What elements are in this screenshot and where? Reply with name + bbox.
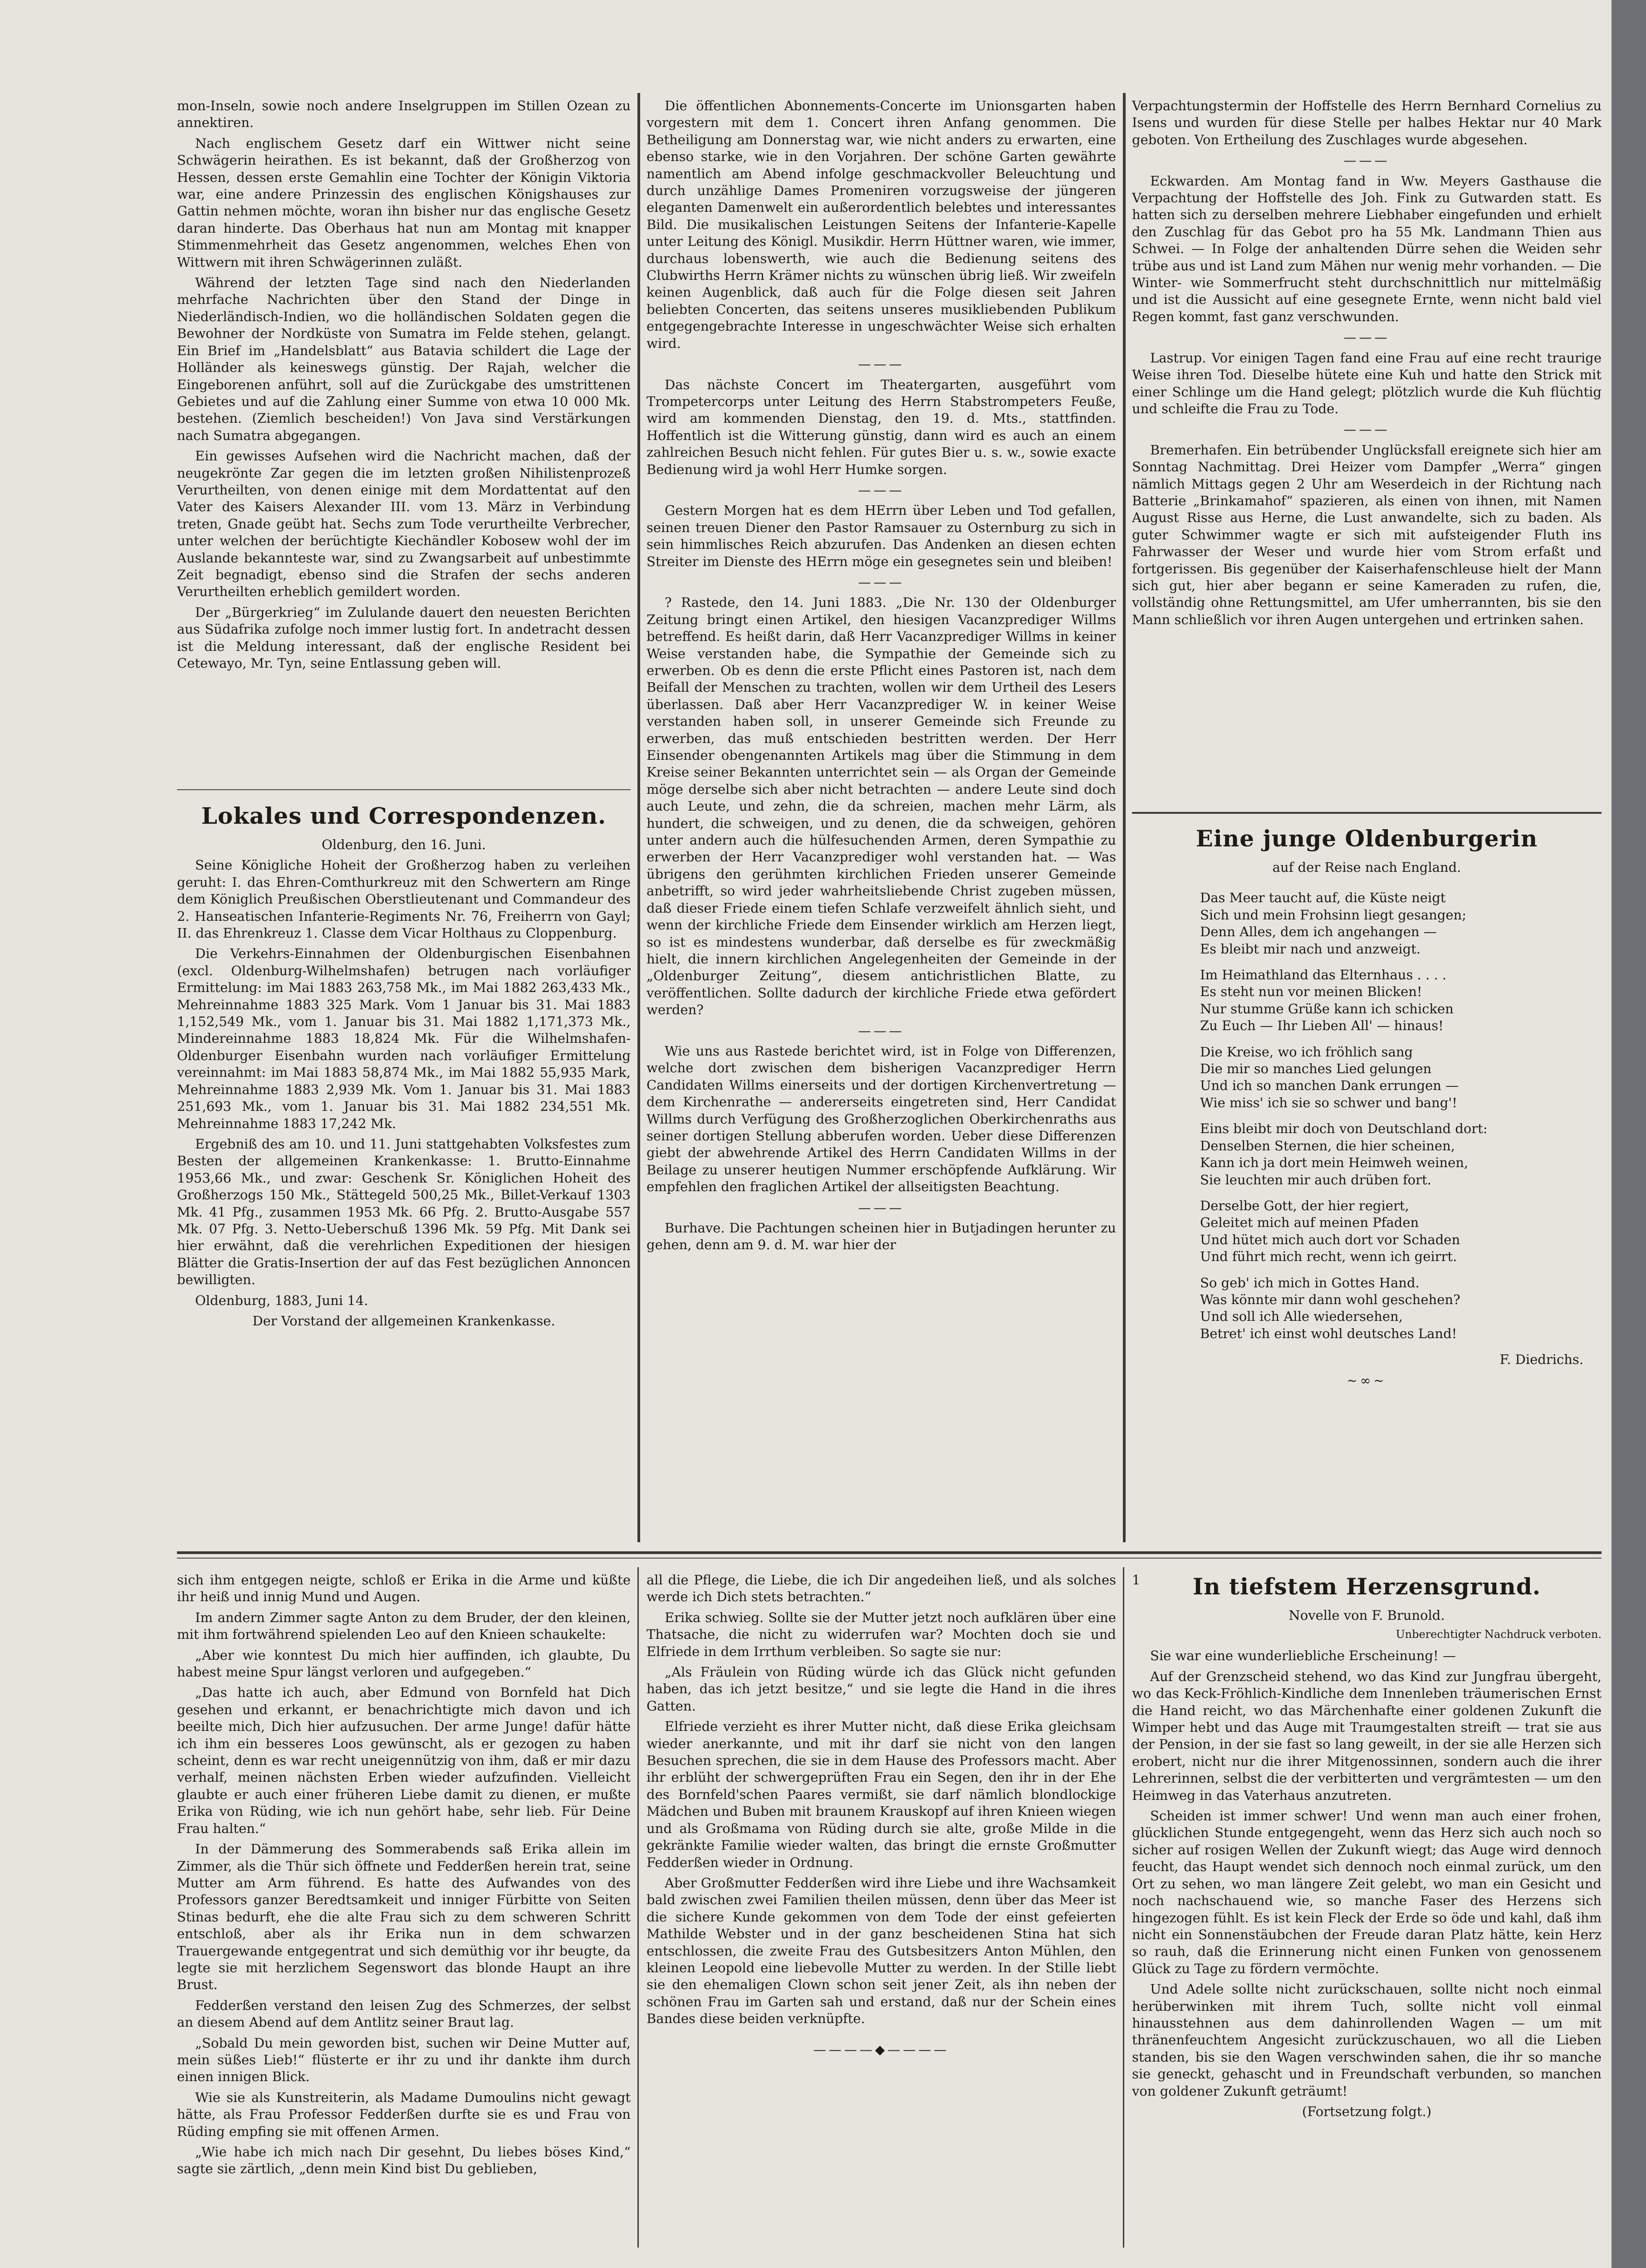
stanza (1200, 967, 1602, 1035)
column-3 (1132, 98, 1602, 803)
separator: ——— (858, 1200, 905, 1215)
text-paragraph: Eckwarden. Am Montag fand in Ww. Meyers Gasthause die Verpachtung der Hoffstelle des Joh. Fink zu Gutwarden statt. Es hatten sich zu derselben mehrere Liebhaber eingefunden und erhielt den Zuschlag für das Gebot pro ha 55 Mk. Landmann Thien aus Schwei. — In Folge der anhaltenden Dürre sehen die Weiden sehr trübe aus und ist Land zum Mähen nur wenig mehr vorhanden. — Die Winter- wie Sommerfrucht steht durchschnittlich nur mittelmäßig und ist die Aussicht auf eine gesegnete Ernte, wenn nicht bald viel Regen kommt, fast ganz verschwunden. (1132, 173, 1602, 324)
separator: ——— (1343, 330, 1390, 345)
column-rule-4 (1123, 1567, 1124, 2248)
continuation-note: (Fortsetzung folgt.) (1302, 2103, 1432, 2119)
lokales-section (177, 798, 631, 1524)
separator: ——— (858, 1023, 905, 1038)
text-paragraph: all die Pflege, die Liebe, die ich Dir angedeihen ließ, und als solches werde ich Dich stets betrachten.“ (647, 1572, 1116, 1605)
text-paragraph: Lastrup. Vor einigen Tagen fand eine Frau auf eine recht traurige Weise ihren Tod. Dieselbe hütete eine Kuh und hatte den Strick mit einer Schlinge um die Hand gelegt; plötzlich wurde die Kuh flüchtig und schleifte die Frau zu Tode. (1132, 350, 1602, 416)
text-paragraph: Sie war eine wunderliebliche Erscheinung! — (1150, 1648, 1456, 1664)
verse-line: Das Meer taucht auf, die Küste neigt (1200, 890, 1446, 906)
stanza (1200, 1198, 1602, 1266)
poem (1132, 821, 1602, 1529)
verse-line: Denselben Sternen, die hier scheinen, (1200, 1138, 1455, 1154)
text-paragraph: Ein gewisses Aufsehen wird die Nachricht machen, daß der neugekrönte Zar gegen die im letzten großen Nihilistenprozeß Verurtheilten, von denen einige mit dem Mordattentat auf den Vater des Kaisers Alexander III. vom 13. März in Verbindung treten, Gnade geübt hat. Sechs zum Tode verurtheilte Verbrecher, unter welchen der berüchtigte Kiechändler Kobosew wohl der im Auslande bekannteste war, sind zu Zwangsarbeit auf unbestimmte Zeit begnadigt, ebenso sind die Strafen der sechs anderen Verurtheilten erheblich gemildert worden. (177, 448, 631, 600)
poem-body (1132, 890, 1602, 1342)
text-paragraph: Ergebniß des am 10. und 11. Juni stattgehabten Volksfestes zum Besten der allgemeinen Krankenkasse: 1. Brutto-Einnahme 1953,66 Mk., und zwar: Geschenk Sr. Königlichen Hoheit des Großherzogs 150 Mk., Stättegeld 500,25 Mk., Billet-Verkauf 1303 Mk. 41 Pfg., zusammen 1953 Mk. 66 Pfg. 2. Brutto-Ausgabe 557 Mk. 07 Pfg. 3. Netto-Ueberschuß 1396 Mk. 59 Pfg. Mit Dank sei hier erwähnt, daß die verehrlichen Expeditionen der hiesigen Blätter die Gratis-Insertion der auf das Fest bezüglichen Annoncen bewilligten. (177, 1136, 631, 1288)
column-rule-2 (1123, 93, 1126, 1542)
verse-line: Eins bleibt mir doch von Deutschland dort: (1200, 1121, 1488, 1137)
dateline: Oldenburg, den 16. Juni. (322, 837, 486, 852)
text-paragraph: „Als Fräulein von Rüding würde ich das Glück nicht gefunden haben, das ich jetzt besitze,“ und sie legte die Hand in die ihres Gatten. (647, 1664, 1116, 1714)
poem-author: F. Diedrichs. (1499, 1352, 1583, 1368)
novel-column-3 (1132, 1572, 1602, 2252)
verse-line: Geleitet mich auf meinen Pfaden (1200, 1215, 1419, 1231)
novel-author: Novelle von F. Brunold. (1288, 1608, 1445, 1623)
poem-title: Eine junge Oldenburgerin (1195, 825, 1538, 852)
column-rule-3 (637, 1567, 639, 2248)
verse-line: Und soll ich Alle wiedersehen, (1200, 1309, 1403, 1325)
separator: ——— (858, 574, 905, 590)
verse-line: So geb' ich mich in Gottes Hand. (1200, 1275, 1420, 1290)
text-paragraph: Verpachtungstermin der Hoffstelle des Herrn Bernhard Cornelius zu Isens und wurden für diese Stelle per halbes Hektar nur 40 Mark geboten. Von Ertheilung des Zuschlages wurde abgesehen. (1132, 98, 1602, 147)
text-paragraph: „Wie habe ich mich nach Dir gesehnt, Du liebes böses Kind,“ sagte sie zärtlich, „denn mein Kind bist Du geblieben, (177, 2144, 631, 2177)
verse-line: Nur stumme Grüße kann ich schicken (1200, 1001, 1454, 1017)
text-paragraph: Fedderßen verstand den leisen Zug des Schmerzes, der selbst an diesem Abend auf dem Antlitz seiner Braut lag. (177, 1997, 631, 2030)
poem-subtitle: auf der Reise nach England. (1272, 860, 1461, 875)
text-paragraph: Die öffentlichen Abonnements-Concerte im Unionsgarten haben vorgestern mit dem 1. Concert ihren Anfang genommen. Die Betheiligung am Donnerstag war, wie nicht anders zu erwarten, eine ebenso starke, wie in den Vorjahren. Der schöne Garten gewährte namentlich am Abend infolge geschmackvoller Beleuchtung und durch unzählige Dames Promeniren vorzugsweise der jüngeren eleganten Damenwelt ein außerordentlich belebtes und interessantes Bild. Die musikalischen Leistungen Seitens der Infanterie-Kapelle unter Leitung des Königl. Musikdir. Herrn Hüttner waren, wie immer, durchaus lobenswerth, wie auch die Bedienung seitens des Clubwirths Herrn Krämer nichts zu wünschen übrig ließ. Wir zweifeln keinen Augenblick, daß auch für die Folge diesen seit Jahren beliebten Concerten, das seitens unseres musikliebenden Publikum entgegengebrachte Interesse in ungeschwächter Weise sich erhalten wird. (647, 98, 1116, 351)
verse-line: Die mir so manches Lied gelungen (1200, 1061, 1432, 1077)
verse-line: Es bleibt mir nach und anzweigt. (1200, 941, 1421, 957)
text-paragraph: Scheiden ist immer schwer! Und wenn man auch einer frohen, glücklichen Stunde entgegengeht, wenn das Herz sich auch noch so sicher auf rosigen Wellen der Zukunft wiegt; das Auge wird dennoch feucht, das Haupt wendet sich dennoch noch einmal zurück, um den Ort zu sehen, wo man längere Zeit gelebt, wo man ein Gesicht und noch nachschauend wie, so manche Faser des Herzens sich hingezogen fühlt. Es ist kein Fleck der Erde so öde und kahl, daß ihm nicht ein Sonnenstäubchen der Freude daran Platz hätte, kein Herz so rauh, daß die Erinnerung nicht einen Funken von genossenem Glück zu Tage zu fördern vermöchte. (1132, 1808, 1602, 1976)
novel-title: In tiefstem Herzensgrund. (1192, 1573, 1541, 1600)
verse-line: Derselbe Gott, der hier regiert, (1200, 1198, 1409, 1213)
novel-column-1 (177, 1572, 631, 2252)
text-paragraph: Wie sie als Kunstreiterin, als Madame Dumoulins nicht gewagt hätte, als Frau Professor Fedderßen durfte sie es und Frau von Rüding empfing sie mit offenen Armen. (177, 2089, 631, 2139)
verse-line: Betret' ich einst wohl deutsches Land! (1200, 1325, 1457, 1341)
stanza (1200, 1275, 1602, 1343)
text-paragraph: Seine Königliche Hoheit der Großherzog haben zu verleihen geruht: I. das Ehren-Comthurkreuz mit den Schwertern am Ringe dem Königlich Preußischen Oberstlieutenant und Commandeur des 2. Hanseatischen Infanterie-Regiments Nr. 76, Freiherrn von Gayl; II. das Ehrenkreuz 1. Classe dem Vicar Holthaus zu Cloppenburg. (177, 857, 631, 941)
section-title: Lokales und Correspondenzen. (201, 802, 607, 829)
text-paragraph: Aber Großmutter Fedderßen wird ihre Liebe und ihre Wachsamkeit bald zwischen zwei Familien theilen müssen, denn über das Meer ist die sichere Kunde gekommen von dem Tode der einst gefeierten Mathilde Webster und in der ganz bescheidenen Stina hat sich entschlossen, die zweite Frau des Gutsbesitzers Anton Mühlen, den kleinen Leopold eine liebevolle Mutter zu werden. In der Stille liebt sie den ehemaligen Clown schon seit jener Zeit, als ihn neben der schönen Frau im Garten sah und erstand, daß nur der Schein eines Bandes diese beiden verknüpfte. (647, 1875, 1116, 2027)
verse-line: Und hütet mich auch dort vor Schaden (1200, 1232, 1460, 1247)
verse-line: Sich und mein Frohsinn liegt gesangen; (1200, 907, 1466, 923)
verse-line: Und führt mich recht, wenn ich geirrt. (1200, 1249, 1457, 1265)
text-paragraph: Wie uns aus Rastede berichtet wird, ist in Folge von Differenzen, welche dort zwischen dem bisherigen Vacanzprediger Herrn Candidaten Willms einerseits und der dortigen Kirchenvertretung — dem Kirchenrathe — andererseits eingetreten sind, Herr Candidat Willms durch Verfügung des Großherzoglichen Oberkirchenraths aus seiner dortigen Stellung abberufen worden. Ueber diese Differenzen giebt der abwehrende Artikel des Herrn Candidaten Willms in der Beilage zu unserer heutigen Nummer erschöpfende Aufklärung. Wir empfehlen den fraglichen Artikel der allseitigsten Beachtung. (647, 1043, 1116, 1195)
separator: ——— (1343, 422, 1390, 437)
installment-number: 1 (1132, 1572, 1141, 1588)
text-paragraph: Nach englischem Gesetz darf ein Wittwer nicht seine Schwägerin heirathen. Es ist bekannt, daß der Großherzog von Hessen, dessen erste Gemahlin eine Tochter der Königin Viktoria war, eine andere Prinzessin des englischen Königshauses zur Gattin nehmen möchte, woran ihn bisher nur das englische Gesetz daran hinderte. Das Oberhaus hat nun am Montag mit knapper Stimmenmehrheit das Gesetz angenommen, welches Ehen von Wittwern mit ihren Schwägerinnen zuläßt. (177, 135, 631, 270)
stanza (1200, 890, 1602, 958)
verse-line: Und ich so manchen Dank errungen — (1200, 1078, 1459, 1094)
ornament: ~∞~ (1347, 1373, 1387, 1388)
text-paragraph: mon-Inseln, sowie noch andere Inselgruppen im Stillen Ozean zu annektiren. (177, 98, 631, 131)
stanza (1200, 1044, 1602, 1112)
verse-line: Es steht nun vor meinen Blicken! (1200, 984, 1422, 1000)
novel-column-2 (647, 1572, 1116, 2252)
section-divider (177, 789, 631, 790)
separator: ——— (858, 482, 905, 498)
feuilleton-rule (177, 1551, 1602, 1554)
text-paragraph: sich ihm entgegen neigte, schloß er Erika in die Arme und küßte ihr heiß und innig Mund und Augen. (177, 1572, 631, 1605)
signature: Der Vorstand der allgemeinen Krankenkasse. (252, 1313, 555, 1329)
text-paragraph: Burhave. Die Pachtungen scheinen hier in Butjadingen herunter zu gehen, denn am 9. d. M. war hier der (647, 1220, 1116, 1253)
text-paragraph: Auf der Grenzscheid stehend, wo das Kind zur Jungfrau übergeht, wo das Keck-Fröhlich-Kindliche dem Innenleben träumerischen Ernst die Hand reicht, wo das Märchenhafte einer goldenen Zukunft die Wimper hebt und das Auge mit Traumgestalten streift — trat sie aus der Pension, in der sie fast so lang geweilt, in der sie alle Herzen sich erobert, nicht nur die ihrer Mitgenossinnen, sondern auch die ihrer Lehrerinnen, selbst die der verbitterten und vergrämtesten — um den Heimweg in das Vaterhaus anzutreten. (1132, 1668, 1602, 1803)
text-paragraph: „Das hatte ich auch, aber Edmund von Bornfeld hat Dich gesehen und erkannt, er benachrichtigte mich davon und ich beeilte mich, Dich hier aufzusuchen. Der arme Junge! dafür hätte ich ihm ein besseres Loos gewünscht, als er gezogen zu haben scheint, denn es war recht uneigennützig von ihm, daß er mir dazu verhalf, meinen nächsten Erben wieder aufzufinden. Vielleicht glaubte er auch einer früheren Liebe damit zu dienen, er mußte Erika von Rüding, wie ich nun gehört habe, sehr lieb. Für Deine Frau halten.“ (177, 1685, 631, 1836)
text-paragraph: „Aber wie konntest Du mich hier auffinden, ich glaubte, Du habest meine Spur längst verloren und aufgegeben.“ (177, 1647, 631, 1680)
verse-line: Kann ich ja dort mein Heimweh weinen, (1200, 1155, 1469, 1171)
feuilleton-rule-thin (177, 1558, 1602, 1559)
text-paragraph: Während der letzten Tage sind nach den Niederlanden mehrfache Nachrichten über den Stand der Dinge in Niederländisch-Indien, wo die holländischen Soldaten gegen die Bewohner der Nordküste von Sumatra im Felde stehen, gelangt. Ein Brief im „Handelsblatt“ aus Batavia schildert die Lage der Holländer als keineswegs günstig. Der Rajah, welcher die Eingeborenen anführt, soll auf die Zurückgabe des umstrittenen Gebietes und auf die Zahlung einer Summe von etwa 10 000 Mk. bestehen. (Ziemlich bescheiden!) Von Java sind Verstärkungen nach Sumatra abgegangen. (177, 275, 631, 443)
verse-line: Was könnte mir dann wohl geschehen? (1200, 1291, 1460, 1307)
ornament: ————◆———— (813, 2042, 950, 2057)
verse-line: Die Kreise, wo ich fröhlich sang (1200, 1044, 1413, 1060)
column-2 (647, 98, 1116, 1540)
text-paragraph: Erika schwieg. Sollte sie der Mutter jetzt noch aufklären über eine Thatsache, die nicht zu widerrufen war? Mochten doch sie und Elfriede in dem Irrthum verbleiben. So sagte sie nur: (647, 1609, 1116, 1659)
verse-line: Denn Alles, dem ich angehangen — (1200, 924, 1437, 940)
reprint-notice: Unberechtigter Nachdruck verboten. (1396, 1628, 1602, 1641)
text-paragraph: Und Adele sollte nicht zurückschauen, sollte nicht noch einmal herüberwinken mit ihrem Tuch, sollte nicht voll einmal hinausstehnen aus dem dahinrollenden Wagen — um mit thränenfeuchtem Angesicht zurückzuschauen, wo all die Lieben standen, bis sie den Wagen verschwinden sahen, die ihr so manche sie geneckt, gehascht und in Freundschaft verbunden, so manchen von goldener Zukunft geträumt! (1132, 1981, 1602, 2099)
column-rule-1 (637, 93, 640, 1542)
text-paragraph: „Sobald Du mein geworden bist, suchen wir Deine Mutter auf, mein süßes Lieb!“ flüsterte er ihr zu und ihr dankte ihm durch einen innigen Blick. (177, 2035, 631, 2085)
text-paragraph: Bremerhafen. Ein betrübender Unglücksfall ereignete sich hier am Sonntag Nachmittag. Drei Heizer vom Dampfer „Werra“ gingen nämlich Mittags gegen 2 Uhr am Weserdeich in der Richtung nach Batterie „Brinkamahof“ spazieren, als einen von ihnen, mit Namen August Risse aus Herne, die Lust anwandelte, sich zu baden. Als guter Schwimmer wagte er sich mit aufsteigender Fluth ins Fahrwasser der Weser und wurde hier vom Strom erfaßt und fortgerissen. Bis gegenüber der Kaiserhafenschleuse hielt der Mann sich gut, hier aber begann er seine Kameraden zu rufen, die, vollständig ohne Rettungsmittel, am Ufer umherrannten, bis sie den Mann schließlich vor ihren Augen untergehen und ertrinken sahen. (1132, 442, 1602, 627)
verse-line: Sie leuchten mir auch drüben fort. (1200, 1172, 1431, 1188)
text-paragraph: Gestern Morgen hat es dem HErrn über Leben und Tod gefallen, seinen treuen Diener den Pastor Ramsauer zu Osternburg zu sich in sein himmlisches Reich abzurufen. Das Andenken an diesen echten Streiter im Dienste des HErrn möge ein gesegnetes sein und bleiben! (647, 503, 1116, 569)
scan-edge (1612, 0, 1646, 2268)
stanza (1200, 1120, 1602, 1188)
text-paragraph: Der „Bürgerkrieg“ im Zululande dauert den neuesten Berichten aus Südafrika zufolge noch immer lustig fort. In andetracht dessen ist die Meldung interessant, daß der englische Resident bei Cetewayo, Mr. Tyn, seine Entlassung geben will. (177, 604, 631, 671)
separator: ——— (858, 357, 905, 372)
column-1 (177, 98, 631, 782)
text-paragraph: Elfriede verzieht es ihrer Mutter nicht, daß diese Erika gleichsam wieder anerkannte, und mit ihr darf sie nicht von den langen Besuchen sprechen, die sie in dem Hause des Professors macht. Aber ihr erblüht der schwergeprüften Frau ein Segen, den ihr in der Ehe des Bornfeld'schen Paares vermißt, sie darf nämlich blondlockige Mädchen und Buben mit braunem Krauskopf auf ihren Knieen wiegen und als Großmama von Rüding durch sie alte, große Milde in die gekränkte Familie wieder walten, das bringt die ernste Großmutter Fedderßen wieder in Ordnung. (647, 1719, 1116, 1870)
text-paragraph: Das nächste Concert im Theatergarten, ausgeführt vom Trompetercorps unter Leitung des Herrn Stabstrompeters Feuße, wird am kommenden Dienstag, den 19. d. Mts., stattfinden. Hoffentlich ist die Witterung günstig, dann wird es auch an einem zahlreichen Besuch nicht fehlen. Für gutes Bier u. s. w., sowie exacte Bedienung wird ja wohl Herr Humke sorgen. (647, 376, 1116, 477)
text-paragraph: ? Rastede, den 14. Juni 1883. „Die Nr. 130 der Oldenburger Zeitung bringt einen Artikel, den hiesigen Vacanzprediger Willms betreffend. Es heißt darin, daß Herr Vacanzprediger Willms in keiner Weise verstanden habe, die Sympathie der Gemeinde sich zu erwerben. Ob es denn die erste Pflicht eines Pastoren ist, nach dem Beifall der Menschen zu trachten, wollen wir dem Urtheil des Lesers überlassen. Daß aber Herr Vacanzprediger W. in keiner Weise verstanden haben soll, in unserer Gemeinde sich Freunde zu erwerben, das muß entschieden bestritten werden. Der Herr Einsender obengenannten Artikels mag über die Stimmung in dem Kreise seiner Bekannten unterrichtet sein — als Organ der Gemeinde möge derselbe sich aber nicht betrachten — andere Leute sind doch auch Leute, und zehn, die da schreien, machen mehr Lärm, als hundert, die schweigen, und zu denen, die da schweigen, gehören unter andern auch die hülfesuchenden Armen, deren Sympathie zu erwerben der Herr Vacanzprediger wohl verstanden hat. — Was übrigens den gerühmten kirchlichen Frieden unserer Gemeinde anbetrifft, so wird jeder wahrheitsliebende Christ zugeben müssen, daß dieser Friede einem tiefen Schlafe verzweifelt ähnlich sieht, und wenn der kirchliche Friede dem Einsender wirklich am Herzen liegt, so ist es mindestens wunderbar, daß derselbe es für zweckmäßig hielt, die innern kirchlichen Angelegenheiten der Gemeinde in der „Oldenburger Zeitung“, diesem antichristlichen Blatte, zu veröffentlichen. Sollte dadurch der kirchliche Friede etwa gefördert werden? (647, 595, 1116, 1018)
dateline: Oldenburg, 1883, Juni 14. (195, 1292, 368, 1308)
text-paragraph: Im andern Zimmer sagte Anton zu dem Bruder, der den kleinen, mit ihm fortwährend spielenden Leo auf den Knieen schaukelte: (177, 1609, 631, 1642)
text-paragraph: Die Verkehrs-Einnahmen der Oldenburgischen Eisenbahnen (excl. Oldenburg-Wilhelmshafen) betrugen nach vorläufiger Ermittelung: im Mai 1883 263,758 Mk., im Mai 1882 263,433 Mk., Mehreinnahme 1883 325 Mark. Vom 1 Januar bis 31. Mai 1883 1,152,549 Mk., vom 1. Januar bis 31. Mai 1882 1,171,373 Mk., Mindereinnahme 1883 18,824 Mk. Für die Wilhelmshafen-Oldenburger Eisenbahn wurden nach vorläufiger Ermittelung vereinnahmt: im Mai 1883 58,874 Mk., im Mai 1882 55,935 Mark, Mehreinnahme 1883 2,939 Mk. Vom 1. Januar bis 31. Mai 1883 251,693 Mk., vom 1. Januar bis 31. Mai 1882 234,551 Mk. Mehreinnahme 1883 17,242 Mk. (177, 946, 631, 1131)
verse-line: Zu Euch — Ihr Lieben All' — hinaus! (1200, 1018, 1444, 1034)
separator: ——— (1343, 153, 1390, 168)
verse-line: Im Heimathland das Elternhaus . . . . (1200, 967, 1447, 983)
verse-line: Wie miss' ich sie so schwer und bang'! (1200, 1095, 1457, 1110)
section-divider (1132, 812, 1602, 814)
text-paragraph: In der Dämmerung des Sommerabends saß Erika allein im Zimmer, als die Thür sich öffnete und Fedderßen herein trat, seine Mutter am Arm führend. Es hatte des Aufwandes von des Professors ganzer Beredtsamkeit und inniger Fürbitte von Seiten Stinas bedurft, ehe die alte Frau sich zu dem schweren Schritt entschloß, aber als ihr Erika nun in dem schwarzen Trauergewande entgegentrat und sich demüthig vor ihr beugte, da legte sie mit herzlichem Segenswort das blonde Haupt an ihre Brust. (177, 1841, 631, 1993)
